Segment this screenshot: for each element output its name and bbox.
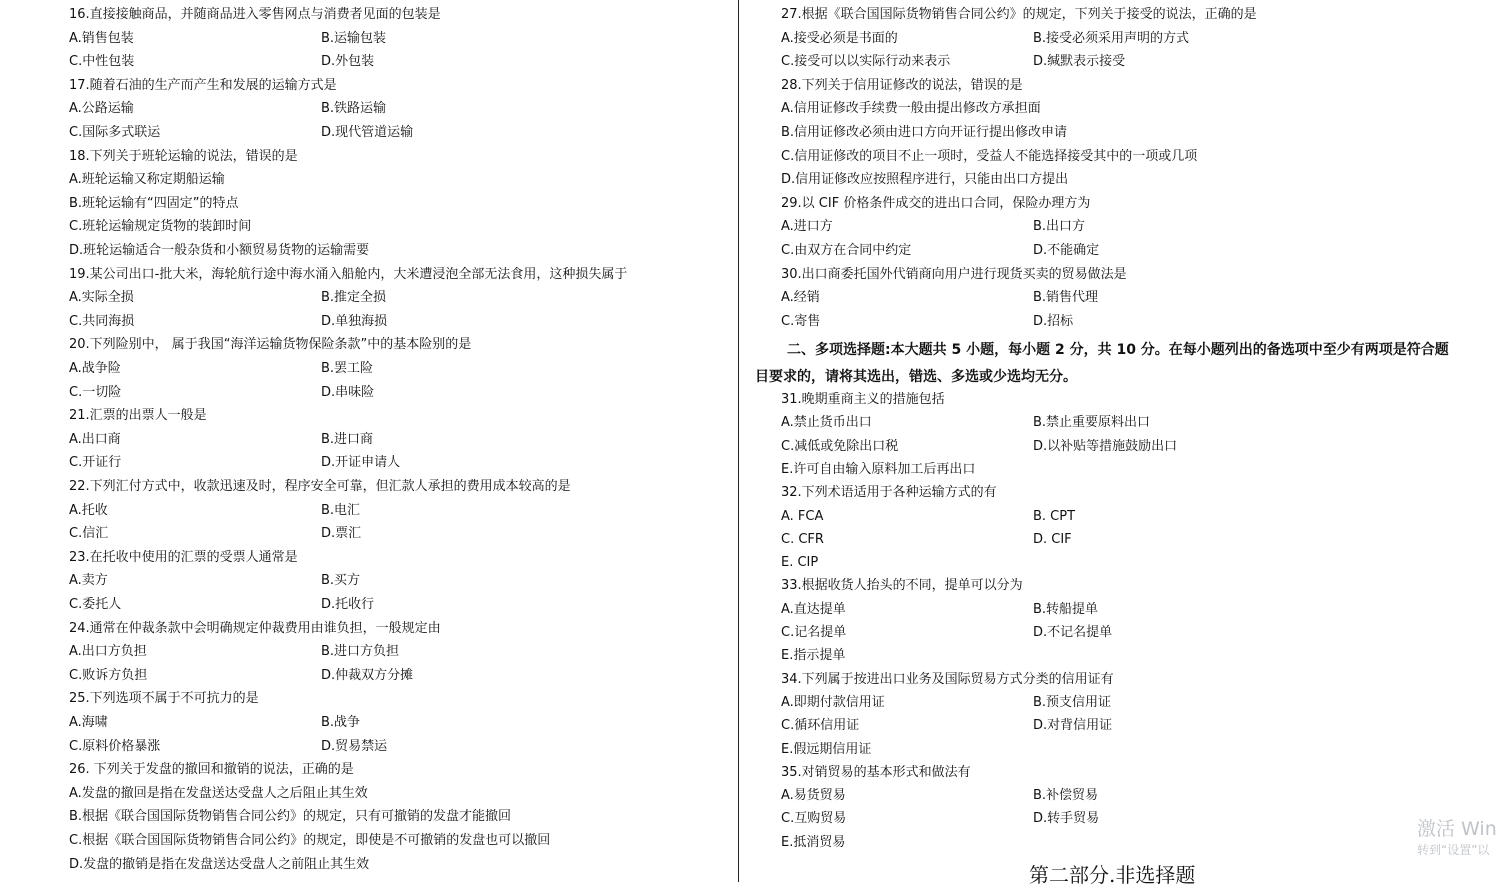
- answer-option-row: [69, 289, 387, 307]
- question-stem: 32.下列术语适用于各种运输方式的有: [781, 485, 997, 501]
- answer-option: A.托收: [69, 502, 108, 518]
- answer-option: A.卖方: [69, 573, 108, 589]
- answer-option: D.以补贴等措施鼓励出口: [1033, 438, 1178, 454]
- answer-option-row: [69, 313, 388, 331]
- answer-option-row: [69, 667, 414, 685]
- question-stem: 26. 下列关于发盘的撤回和撤销的说法，正确的是: [69, 762, 354, 778]
- answer-option: B.补偿贸易: [1033, 788, 1099, 804]
- answer-option: A.海啸: [69, 715, 108, 730]
- column-divider: [738, 0, 739, 882]
- answer-option: C.信用证修改的项目不止一项时，受益人不能选择接受其中的一项或几项: [781, 148, 1198, 164]
- answer-option: C.根据《联合国国际货物销售合同公约》的规定，即使是不可撤销的发盘也可以撤回: [69, 833, 551, 848]
- answer-option: E.指示提单: [781, 648, 846, 664]
- answer-option-row: [69, 596, 375, 614]
- answer-option: C.减低或免除出口税: [781, 438, 899, 454]
- answer-option: C.寄售: [781, 313, 821, 329]
- answer-option: C.班轮运输规定货物的装卸时间: [69, 219, 252, 235]
- answer-option-row: [69, 360, 374, 378]
- question-stem: 35.对销贸易的基本形式和做法有: [781, 764, 971, 780]
- question-stem: 19.某公司出口-批大米，海轮航行途中海水涌入船舱内，大米遭浸泡全部无法食用，这种损失属于: [69, 266, 628, 282]
- answer-option-row: [69, 384, 375, 402]
- answer-option-row: [781, 787, 1099, 805]
- answer-option: A.出口商: [69, 431, 121, 447]
- section-2-heading-text: 二、多项选择题:本大题共 5 小题，每小题 2 分，共 10 分。在每小题列出的备选项中至少有两项是符合题目要求的，请将其选出，错选、多选或少选均无分。: [755, 342, 1449, 385]
- answer-option: D.现代管道运输: [321, 125, 414, 140]
- answer-option: B.进口方负担: [321, 644, 400, 660]
- answer-option-row: [69, 53, 375, 71]
- section-2-heading: [755, 337, 1455, 391]
- answer-option: B.铁路运输: [321, 101, 387, 117]
- answer-option: C.原料价格暴涨: [69, 738, 161, 754]
- answer-option: D.不能确定: [1033, 243, 1100, 258]
- answer-option: B.战争: [321, 715, 361, 730]
- answer-option-row: [781, 53, 1126, 71]
- answer-option: B.接受必须采用声明的方式: [1033, 30, 1190, 46]
- answer-option: D.贸易禁运: [321, 738, 388, 754]
- question-stem: 30.出口商委托国外代销商向用户进行现货买卖的贸易做法是: [781, 266, 1127, 282]
- question-stem: 21.汇票的出票人一般是: [69, 408, 207, 424]
- answer-option: E.假远期信用证: [781, 741, 872, 757]
- answer-option-row: [781, 694, 1112, 712]
- answer-option: D.转手贸易: [1033, 811, 1100, 827]
- answer-option: B.根据《联合国国际货物销售合同公约》的规定，只有可撤销的发盘才能撤回: [69, 809, 512, 825]
- answer-option: D.缄默表示接受: [1033, 54, 1126, 70]
- answer-option: B.推定全损: [321, 290, 387, 306]
- answer-option: D.单独海损: [321, 313, 388, 329]
- answer-option: C.中性包装: [69, 54, 135, 70]
- answer-option: C.委托人: [69, 597, 122, 612]
- answer-option: A.实际全损: [69, 290, 134, 306]
- answer-option: D.招标: [1033, 313, 1074, 329]
- answer-option: B.禁止重要原料出口: [1033, 415, 1151, 431]
- answer-option: A.接受必须是书面的: [781, 30, 898, 46]
- answer-option: A.发盘的撤回是指在发盘送达受盘人之后阻止其生效: [69, 785, 368, 801]
- answer-option: B.进口商: [321, 431, 374, 447]
- answer-option-row: [781, 438, 1178, 456]
- answer-option-row: [781, 601, 1099, 619]
- answer-option: A.信用证修改手续费一般由提出修改方承担面: [781, 101, 1041, 117]
- answer-option: E.抵消贸易: [781, 834, 846, 850]
- answer-option-row: [69, 100, 387, 118]
- answer-option: C.接受可以以实际行动来表示: [781, 54, 951, 70]
- answer-option: E.许可自由输入原料加工后再出口: [781, 461, 976, 477]
- question-stem: 24.通常在仲裁条款中会明确规定仲裁费用由谁负担，一般规定由: [69, 620, 441, 636]
- question-stem: 31.晚期重商主义的措施包括: [781, 392, 945, 407]
- answer-option: B.信用证修改必须由进口方向开证行提出修改申请: [781, 125, 1068, 140]
- answer-option: C.信汇: [69, 526, 109, 542]
- answer-option: D.外包装: [321, 54, 375, 70]
- answer-option: A.战争险: [69, 361, 121, 376]
- answer-option: B.电汇: [321, 502, 361, 518]
- question-stem: 23.在托收中使用的汇票的受票人通常是: [69, 549, 298, 565]
- answer-option: D.对背信用证: [1033, 718, 1113, 734]
- answer-option: D. CIF: [1033, 531, 1072, 547]
- answer-option-row: [69, 30, 387, 48]
- answer-option: D.仲裁双方分摊: [321, 667, 414, 683]
- part-2-title: 第二部分.非选择题: [1029, 863, 1196, 887]
- answer-option: A.销售包装: [69, 30, 134, 46]
- answer-option-row: [69, 643, 400, 661]
- watermark-line-1: 激活 Win: [1417, 818, 1497, 840]
- answer-option: D.串味险: [321, 384, 375, 400]
- question-stem: 29.以 CIF 价格条件成交的进出口合同，保险办理方为: [781, 195, 1091, 211]
- answer-option-row: [781, 810, 1100, 828]
- answer-option: C.共同海损: [69, 313, 135, 329]
- answer-option: A.直达提单: [781, 601, 846, 617]
- answer-option: B.预支信用证: [1033, 694, 1112, 710]
- answer-option: C.一切险: [69, 384, 122, 400]
- answer-option: A.公路运输: [69, 101, 134, 117]
- answer-option: C.由双方在合同中约定: [781, 243, 912, 258]
- question-stem: 25.下列选项不属于不可抗力的是: [69, 691, 259, 707]
- answer-option-row: [781, 313, 1074, 331]
- answer-option: B.罢工险: [321, 361, 374, 376]
- answer-option: D.票汇: [321, 526, 362, 542]
- answer-option: C.开证行: [69, 455, 122, 471]
- question-stem: 17.随着石油的生产而产生和发展的运输方式是: [69, 77, 337, 93]
- answer-option: D.托收行: [321, 597, 375, 612]
- answer-option-row: [69, 431, 374, 449]
- question-stem: 20.下列险别中， 属于我国“海洋运输货物保险条款”中的基本险别的是: [69, 337, 472, 353]
- answer-option: D.信用证修改应按照程序进行，只能由出口方提出: [781, 172, 1069, 188]
- answer-option: B.转船提单: [1033, 601, 1099, 617]
- answer-option: D.开证申请人: [321, 455, 401, 471]
- answer-option-row: [69, 124, 414, 142]
- answer-option-row: [69, 502, 361, 520]
- answer-option: B.买方: [321, 573, 361, 589]
- answer-option: C.循环信用证: [781, 718, 860, 734]
- answer-option-row: [69, 572, 361, 590]
- answer-option: C.记名提单: [781, 625, 847, 640]
- answer-option: A.禁止货币出口: [781, 415, 872, 431]
- answer-option-row: [781, 30, 1190, 48]
- question-stem: 22.下列汇付方式中，收款迅速及时，程序安全可靠，但汇款人承担的费用成本较高的是: [69, 479, 571, 494]
- answer-option: B.班轮运输有“四固定”的特点: [69, 195, 239, 211]
- answer-option-row: [781, 508, 1076, 526]
- answer-option: B.出口方: [1033, 219, 1086, 235]
- question-stem: 34.下列属于按进出口业务及国际贸易方式分类的信用证有: [781, 671, 1114, 687]
- question-stem: 33.根据收货人抬头的不同，提单可以分为: [781, 578, 1023, 594]
- answer-option: B.运输包装: [321, 30, 387, 46]
- answer-option-row: [781, 242, 1100, 260]
- answer-option: C.败诉方负担: [69, 667, 148, 683]
- answer-option-row: [69, 714, 361, 732]
- question-stem: 27.根据《联合国国际货物销售合同公约》的规定，下列关于接受的说法，正确的是: [781, 7, 1257, 22]
- answer-option: A.班轮运输又称定期船运输: [69, 172, 225, 188]
- activation-watermark: [1417, 816, 1497, 858]
- answer-option-row: [781, 414, 1151, 432]
- answer-option: C. CFR: [781, 531, 824, 547]
- answer-option-row: [69, 525, 362, 543]
- answer-option: E. CIP: [781, 555, 819, 571]
- answer-option: D.发盘的撤销是指在发盘送达受盘人之前阻止其生效: [69, 856, 370, 872]
- answer-option-row: [781, 218, 1086, 236]
- answer-option: A.经销: [781, 290, 820, 306]
- watermark-line-2: 转到“设置”以: [1417, 843, 1490, 857]
- answer-option: B.销售代理: [1033, 290, 1099, 306]
- answer-option: D.班轮运输适合一般杂货和小额贸易货物的运输需要: [69, 243, 370, 258]
- answer-option-row: [781, 624, 1113, 642]
- question-stem: 28.下列关于信用证修改的说法，错误的是: [781, 77, 1023, 93]
- answer-option-row: [781, 531, 1072, 549]
- answer-option: A. FCA: [781, 508, 824, 524]
- answer-option: A.进口方: [781, 219, 833, 235]
- question-stem: 18.下列关于班轮运输的说法，错误的是: [69, 148, 298, 164]
- answer-option: D.不记名提单: [1033, 625, 1113, 640]
- answer-option: A.出口方负担: [69, 644, 147, 660]
- answer-option-row: [69, 738, 388, 756]
- answer-option-row: [781, 717, 1113, 735]
- answer-option-row: [69, 454, 401, 472]
- answer-option: C.国际多式联运: [69, 125, 161, 140]
- answer-option: C.互购贸易: [781, 811, 847, 827]
- answer-option: A.即期付款信用证: [781, 694, 885, 710]
- answer-option: B. CPT: [1033, 508, 1076, 524]
- answer-option-row: [781, 289, 1099, 307]
- answer-option: A.易货贸易: [781, 788, 846, 804]
- question-stem: 16.直接接触商品，并随商品进入零售网点与消费者见面的包装是: [69, 7, 441, 22]
